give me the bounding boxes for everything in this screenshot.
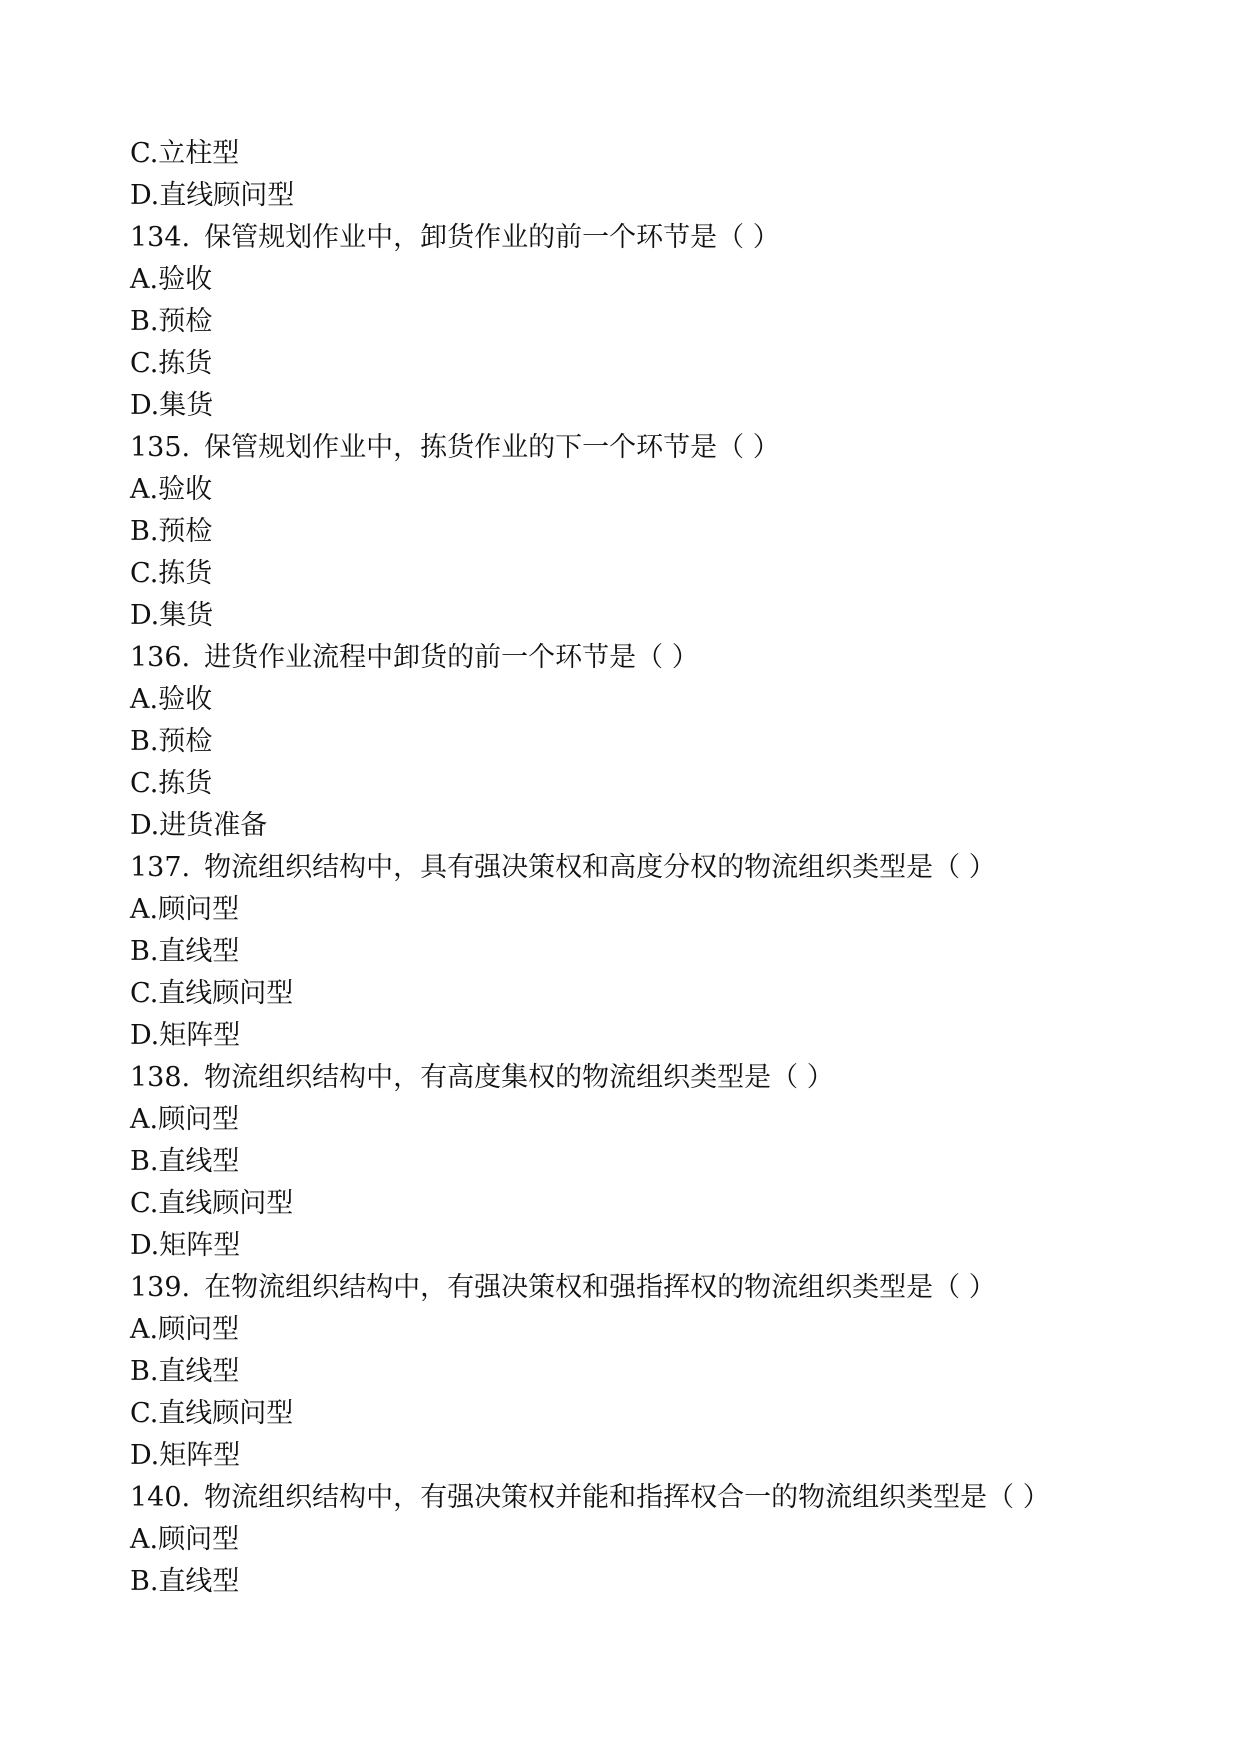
question-number: 137. xyxy=(130,852,191,883)
option-line: B.直线型 xyxy=(130,936,240,967)
question-text: 在物流组织结构中，有强决策权和强指挥权的物流组织类型是（ ） xyxy=(204,1272,996,1303)
option-line: B.预检 xyxy=(130,726,213,757)
question-line xyxy=(130,1057,1130,1099)
option-line: A.顾问型 xyxy=(130,1524,240,1555)
option-line: C.拣货 xyxy=(130,558,213,589)
question-line xyxy=(130,217,1130,259)
option-line: D.集货 xyxy=(130,390,214,421)
option-line: D.矩阵型 xyxy=(130,1440,241,1471)
option-line: B.直线型 xyxy=(130,1566,240,1597)
document-page xyxy=(130,133,1130,1603)
option-line: B.直线型 xyxy=(130,1356,240,1387)
option-line: A.顾问型 xyxy=(130,1314,240,1345)
option-line: A.验收 xyxy=(130,684,213,715)
option-line: A.顾问型 xyxy=(130,894,240,925)
question-text: 保管规划作业中，拣货作业的下一个环节是（ ） xyxy=(204,432,780,463)
question-text: 进货作业流程中卸货的前一个环节是（ ） xyxy=(204,642,699,673)
option-line: D.矩阵型 xyxy=(130,1020,241,1051)
question-line xyxy=(130,427,1130,469)
question-number: 139. xyxy=(130,1272,191,1303)
option-line: C.直线顾问型 xyxy=(130,1398,294,1429)
option-line: D.直线顾问型 xyxy=(130,180,295,211)
option-line: C.拣货 xyxy=(130,768,213,799)
option-line: D.矩阵型 xyxy=(130,1230,241,1261)
question-number: 138. xyxy=(130,1062,191,1093)
option-line: A.验收 xyxy=(130,264,213,295)
question-line xyxy=(130,637,1130,679)
question-number: 134. xyxy=(130,222,191,253)
option-line: D.集货 xyxy=(130,600,214,631)
question-line xyxy=(130,1267,1130,1309)
option-line: D.进货准备 xyxy=(130,810,268,841)
question-number: 140. xyxy=(130,1482,191,1513)
option-line: A.顾问型 xyxy=(130,1104,240,1135)
option-line: B.预检 xyxy=(130,306,213,337)
question-line xyxy=(130,847,1130,889)
option-line: B.预检 xyxy=(130,516,213,547)
option-line: C.直线顾问型 xyxy=(130,1188,294,1219)
question-number: 135. xyxy=(130,432,191,463)
question-text: 保管规划作业中，卸货作业的前一个环节是（ ） xyxy=(204,222,780,253)
option-line: B.直线型 xyxy=(130,1146,240,1177)
question-text: 物流组织结构中，有高度集权的物流组织类型是（ ） xyxy=(204,1062,834,1093)
option-line: C.拣货 xyxy=(130,348,213,379)
option-line: A.验收 xyxy=(130,474,213,505)
question-text: 物流组织结构中，有强决策权并能和指挥权合一的物流组织类型是（ ） xyxy=(204,1482,1050,1513)
question-number: 136. xyxy=(130,642,191,673)
question-line xyxy=(130,1477,1130,1519)
question-text: 物流组织结构中，具有强决策权和高度分权的物流组织类型是（ ） xyxy=(204,852,996,883)
option-line: C.立柱型 xyxy=(130,138,240,169)
option-line: C.直线顾问型 xyxy=(130,978,294,1009)
